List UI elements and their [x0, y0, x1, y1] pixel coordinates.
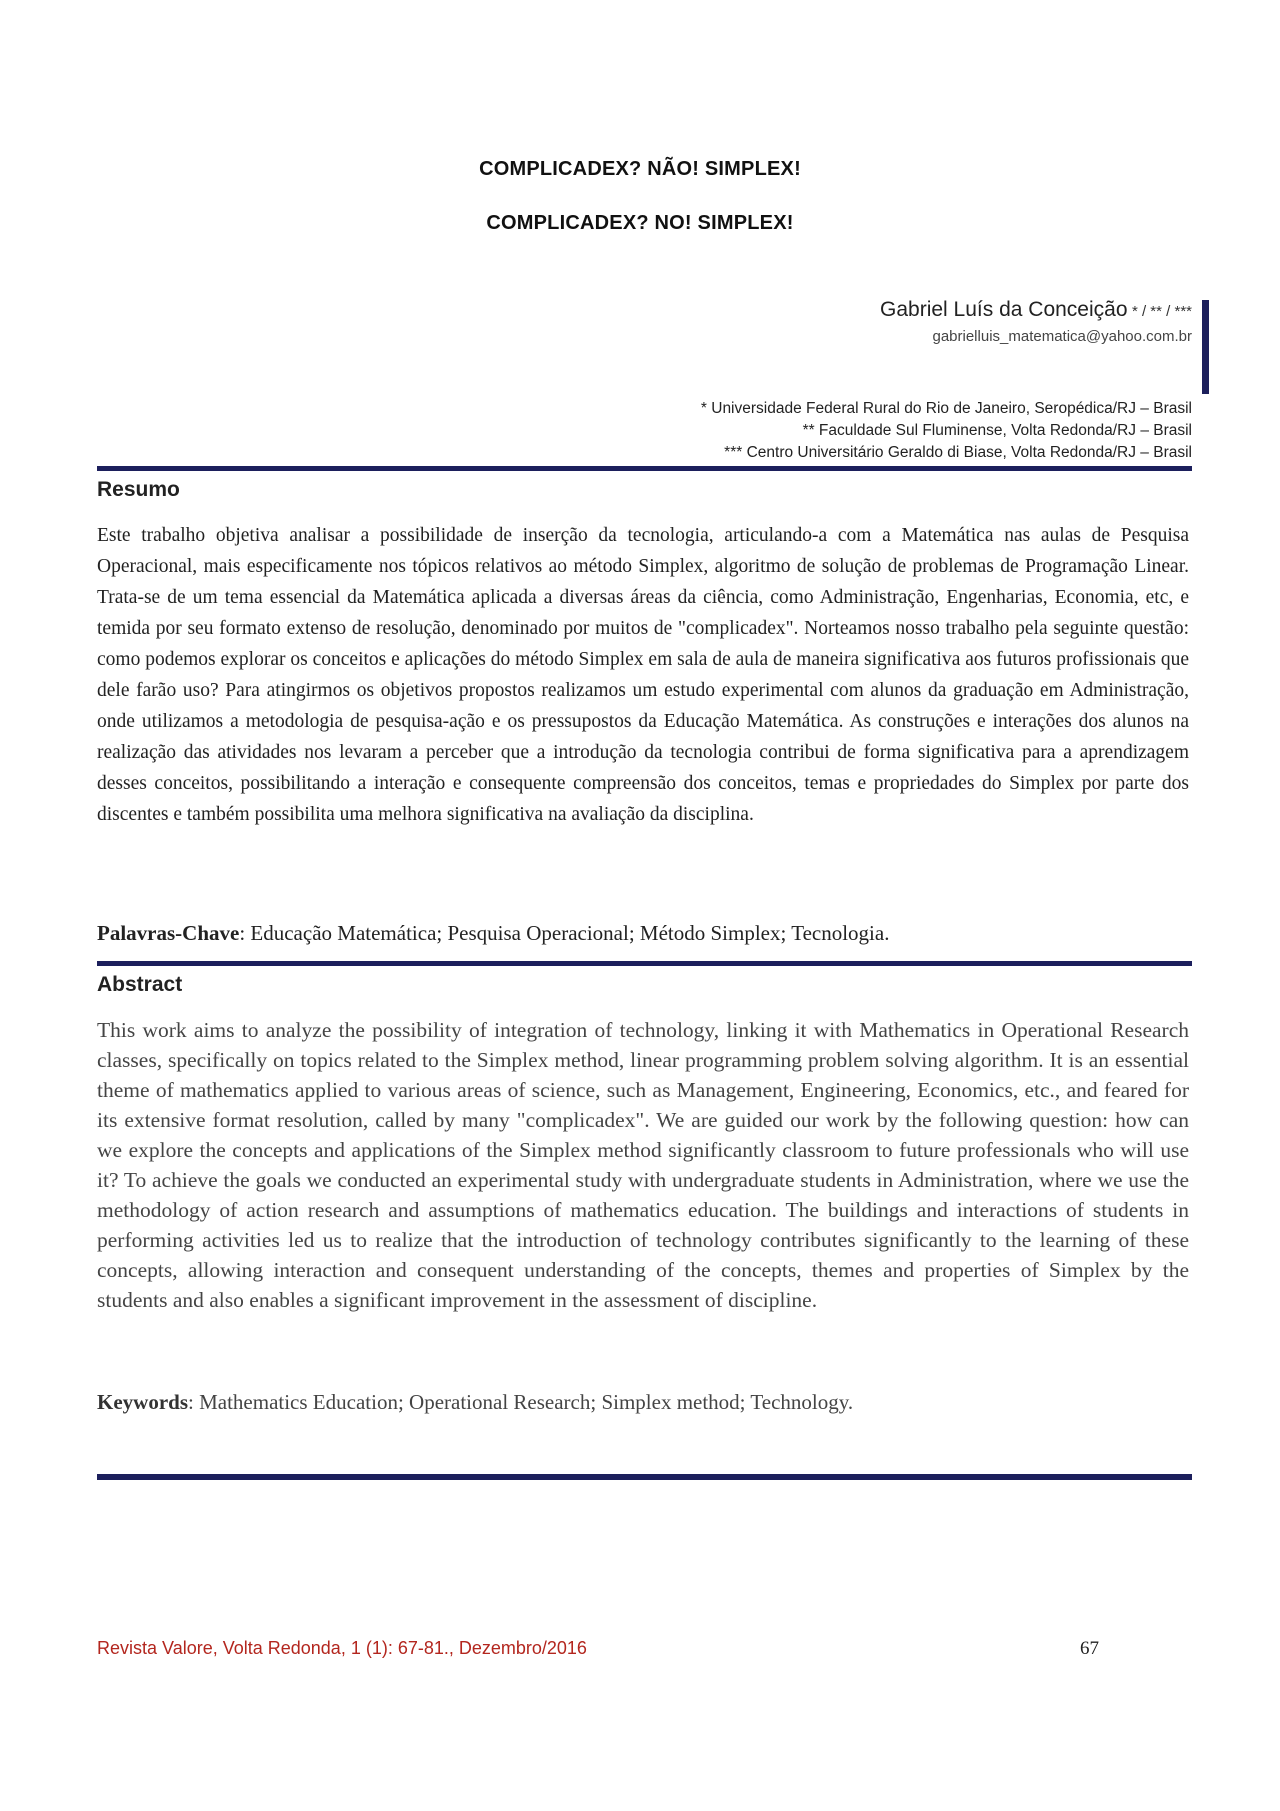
resumo-paragraph: Este trabalho objetiva analisar a possibilidade de inserção da tecnologia, articulando-a com a Matemática nas aulas de Pesquisa Operacional, mais especificamente nos tópicos relativos ao método Simplex, algoritmo de solução de problemas de Programação Linear. Trata-se de um tema essencial da Matemática aplicada a diversas áreas da ciência, como Administração, Engenharias, Economia, etc, e temida por seu formato extenso de resolução, denominado por muitos de "complicadex". Norteamos nosso trabalho pela seguinte questão: como podemos explorar os conceitos e aplicações do método Simplex em sala de aula de maneira significativa aos futuros profissionais que dele farão uso? Para atingirmos os objetivos propostos realizamos um estudo experimental com alunos da graduação em Administração, onde utilizamos a metodologia de pesquisa-ação e os pressupostos da Educação Matemática. As construções e interações dos alunos na realização das atividades nos levaram a perceber que a introdução da tecnologia contribui de forma significativa para a aprendizagem desses conceitos, possibilitando a interação e consequente compreensão dos conceitos, temas e propriedades do Simplex por parte dos discentes e também possibilita uma melhora significativa na avaliação da disciplina.	[97, 525, 1189, 825]
affiliation-1: * Universidade Federal Rural do Rio de Janeiro, Seropédica/RJ – Brasil	[700, 400, 1192, 417]
author-email[interactable]: gabrielluis_matematica@yahoo.com.br	[932, 328, 1192, 345]
abstract-paragraph: This work aims to analyze the possibility of integration of technology, linking it with Mathematics in Operational Research classes, specifically on topics related to the Simplex method, linear programming problem solving algorithm. It is an essential theme of mathematics applied to various areas of science, such as Management, Engineering, Economics, etc., and feared for its extensive format resolution, called by many "complicadex". We are guided our work by the following question: how can we explore the concepts and applications of the Simplex method significantly classroom to future professionals who will use it? To achieve the goals we conducted an experimental study with undergraduate students in Administration, where we use the methodology of action research and assumptions of mathematics education. The buildings and interactions of students in performing activities led us to realize that the introduction of technology contributes significantly to the learning of these concepts, allowing interaction and consequent understanding of the concepts, themes and properties of Simplex by the students and also enables a significant improvement in the assessment of discipline.	[97, 1018, 1189, 1312]
title-portuguese: COMPLICADEX? NÃO! SIMPLEX!	[479, 158, 801, 180]
title-english: COMPLICADEX? NO! SIMPLEX!	[486, 212, 794, 234]
author-affiliation-marks: * / ** / ***	[1131, 303, 1192, 320]
footer-page-number: 67	[1080, 1638, 1099, 1659]
author-name: Gabriel Luís da Conceição	[880, 298, 1128, 321]
divider-middle	[97, 961, 1192, 966]
divider-bottom	[97, 1474, 1192, 1480]
affiliation-2: ** Faculdade Sul Fluminense, Volta Redonda/RJ – Brasil	[802, 422, 1192, 439]
abstract-heading: Abstract	[97, 973, 183, 996]
keywords-label: Keywords	[97, 1390, 188, 1414]
footer-journal-citation: Revista Valore, Volta Redonda, 1 (1): 67-81., Dezembro/2016	[97, 1638, 587, 1658]
palavras-chave-label: Palavras-Chave	[97, 921, 240, 945]
affiliations	[492, 398, 1192, 464]
keywords-line	[97, 1390, 1189, 1415]
divider-top	[97, 466, 1192, 471]
affiliation-3: *** Centro Universitário Geraldo di Biase, Volta Redonda/RJ – Brasil	[724, 444, 1192, 461]
resumo-heading: Resumo	[97, 478, 180, 501]
keywords-values: : Mathematics Education; Operational Research; Simplex method; Technology.	[188, 1390, 854, 1414]
author-side-bar	[1202, 300, 1209, 394]
author-block	[592, 298, 1192, 345]
palavras-chave-line	[97, 921, 1189, 946]
palavras-chave-values: : Educação Matemática; Pesquisa Operacional; Método Simplex; Tecnologia.	[239, 921, 890, 945]
